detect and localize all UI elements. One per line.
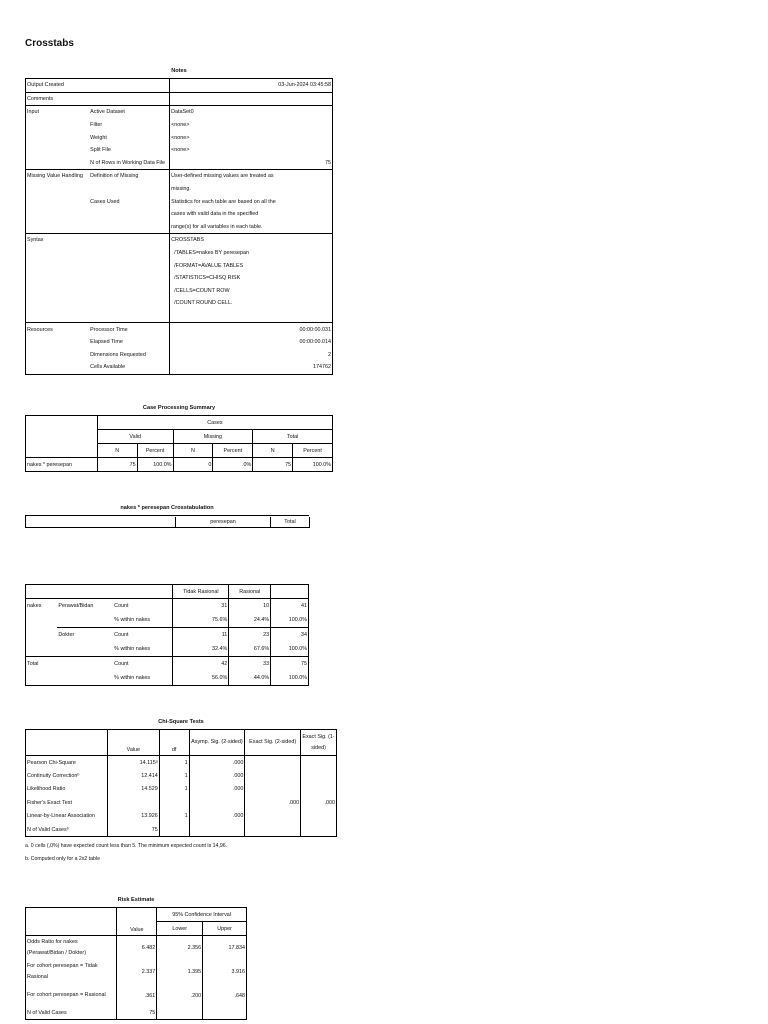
notes-cell-c1 bbox=[26, 119, 90, 132]
chi-cell-exact2: .000 bbox=[245, 796, 301, 810]
chi-cell-exact2 bbox=[245, 810, 301, 824]
notes-cell-c3 bbox=[170, 79, 277, 93]
notes-cell-c1 bbox=[26, 336, 90, 349]
notes-cell-c3 bbox=[170, 323, 277, 336]
crosstab-total-header: Total bbox=[271, 517, 310, 528]
notes-cell-c3 bbox=[170, 157, 277, 170]
chi-cell-exact2 bbox=[245, 769, 301, 783]
risk-ci-header: 95% Confidence Interval bbox=[157, 908, 247, 922]
notes-cell-c1: Resources bbox=[26, 323, 90, 336]
notes-cell-c4 bbox=[277, 183, 333, 196]
valid-n: 75 bbox=[97, 458, 137, 472]
chi-row bbox=[26, 756, 337, 770]
notes-cell-c4: 75 bbox=[325, 159, 331, 166]
notes-cell-c3: /STATISTICS=CHISQ RISK bbox=[170, 272, 277, 285]
notes-cell-c1: Missing Value Handling bbox=[26, 170, 90, 183]
notes-cell-c4 bbox=[277, 221, 333, 234]
risk-table bbox=[25, 907, 247, 1020]
crosstab-cell: 24.4% bbox=[229, 613, 271, 628]
crosstab-cell: 31 bbox=[173, 599, 229, 614]
crosstab-cell: 32.4% bbox=[173, 642, 229, 657]
risk-cell-lower: .200 bbox=[157, 984, 203, 1008]
chi-cell-asymp: .000 bbox=[189, 783, 245, 797]
notes-row bbox=[26, 361, 333, 374]
crosstab-table bbox=[25, 584, 309, 686]
valid-percent: 100.0% bbox=[137, 458, 173, 472]
crosstab-row bbox=[26, 671, 309, 686]
notes-cell-c4: 2 bbox=[328, 351, 331, 358]
notes-row bbox=[26, 310, 333, 323]
case-summary-corner bbox=[26, 416, 98, 458]
crosstab-cell: 56.0% bbox=[173, 671, 229, 686]
subhead-n: N bbox=[253, 444, 293, 458]
notes-cell-c4: 174762 bbox=[313, 364, 331, 371]
notes-cell-c4: 00:00:00.014 bbox=[299, 339, 331, 346]
notes-cell-c1 bbox=[26, 297, 90, 310]
chi-row bbox=[26, 823, 337, 837]
chi-head-asymp: Asymp. Sig. (2-sided) bbox=[189, 730, 245, 756]
notes-cell-c1 bbox=[26, 208, 90, 221]
notes-cell-c2: Elapsed Time bbox=[90, 339, 123, 346]
notes-cell-c1 bbox=[26, 131, 90, 144]
col-head-tidak-rasional: Tidak Rasional bbox=[173, 585, 229, 599]
chi-cell-label: Continuity Correctionᵇ bbox=[26, 769, 108, 783]
chi-cell-df: 1 bbox=[159, 783, 189, 797]
notes-row bbox=[26, 285, 333, 298]
chi-row bbox=[26, 796, 337, 810]
notes-cell-c1 bbox=[26, 285, 90, 298]
chi-cell-label: Pearson Chi-Square bbox=[26, 756, 108, 770]
notes-cell-c3: <none> bbox=[170, 119, 277, 132]
crosstab-row bbox=[26, 599, 309, 614]
notes-cell-c2 bbox=[89, 259, 169, 272]
risk-row bbox=[26, 984, 247, 1008]
chi-square-table bbox=[25, 729, 337, 837]
notes-cell-c1 bbox=[26, 157, 90, 170]
chi-cell-label: Linear-by-Linear Association bbox=[26, 810, 108, 824]
crosstab-row-category bbox=[57, 671, 113, 686]
notes-cell-c3 bbox=[170, 92, 277, 106]
notes-cell-c3 bbox=[170, 310, 277, 323]
chi-cell-df: 1 bbox=[159, 756, 189, 770]
risk-head-upper: Upper bbox=[217, 925, 232, 932]
notes-cell-c3: range(s) for all variables in each table. bbox=[170, 221, 277, 234]
chi-cell-label: N of Valid Casesᵇ bbox=[26, 823, 108, 837]
notes-cell-c3: /TABLES=nakes BY peresepan bbox=[170, 247, 277, 260]
notes-cell-c2 bbox=[89, 285, 169, 298]
missing-n: 0 bbox=[173, 458, 213, 472]
risk-cell-label: N of Valid Cases bbox=[26, 1008, 117, 1020]
crosstab-row-group bbox=[26, 628, 58, 643]
chi-head-value: Value bbox=[107, 730, 159, 756]
crosstab-cell: 100.0% bbox=[288, 646, 307, 652]
crosstab-row-category bbox=[57, 613, 113, 628]
chi-cell-df: 1 bbox=[159, 810, 189, 824]
crosstab-row-stat: Count bbox=[113, 657, 173, 672]
chi-cell-df: 1 bbox=[159, 769, 189, 783]
notes-cell-c1 bbox=[26, 221, 90, 234]
col-head-rasional: Rasional bbox=[229, 585, 271, 599]
notes-row bbox=[26, 348, 333, 361]
subhead-n: N bbox=[97, 444, 137, 458]
subhead-percent: Percent bbox=[213, 444, 253, 458]
crosstab-row-stat: Count bbox=[113, 599, 173, 614]
chi-cell-asymp bbox=[189, 796, 245, 810]
notes-row bbox=[26, 157, 333, 170]
chi-cell-label: Fisher's Exact Test bbox=[26, 796, 108, 810]
chi-cell-value: 75 bbox=[107, 823, 159, 837]
notes-cell-c3 bbox=[170, 336, 277, 349]
notes-title: Notes bbox=[171, 68, 187, 74]
chi-cell-value: 14.115ᵃ bbox=[107, 756, 159, 770]
subhead-percent: Percent bbox=[137, 444, 173, 458]
crosstab-row-stat: Count bbox=[113, 628, 173, 643]
notes-cell-c1 bbox=[26, 272, 90, 285]
notes-row bbox=[26, 92, 333, 106]
chi-cell-exact1 bbox=[301, 810, 337, 824]
total-header: Total bbox=[253, 430, 333, 444]
chi-square-title: Chi-Square Tests bbox=[158, 719, 204, 725]
notes-row bbox=[26, 144, 333, 157]
chi-cell-exact2 bbox=[245, 783, 301, 797]
notes-row bbox=[26, 183, 333, 196]
risk-row bbox=[26, 936, 247, 960]
crosstab-row bbox=[26, 613, 309, 628]
notes-cell-c1 bbox=[26, 183, 90, 196]
peresepan-header: peresepan bbox=[175, 517, 271, 528]
notes-row bbox=[26, 323, 333, 336]
crosstab-cell: 67.6% bbox=[229, 642, 271, 657]
row-label: nakes * peresepan bbox=[26, 458, 98, 472]
notes-cell-c2: Weight bbox=[90, 134, 107, 141]
notes-cell-c2 bbox=[89, 272, 169, 285]
crosstab-row-stat: % within nakes bbox=[113, 642, 173, 657]
notes-cell-c2 bbox=[89, 310, 169, 323]
crosstab-cell: 34 bbox=[271, 628, 309, 643]
notes-cell-c2 bbox=[89, 221, 169, 234]
notes-cell-c1 bbox=[26, 259, 90, 272]
chi-cell-value: 13.926 bbox=[107, 810, 159, 824]
crosstab-row-category: Dokter bbox=[57, 628, 113, 643]
crosstab-title: nakes * peresepan Crosstabulation bbox=[120, 505, 214, 511]
notes-cell-c2 bbox=[89, 234, 169, 247]
risk-cell-lower bbox=[157, 1008, 203, 1020]
notes-cell-c2: Cells Available bbox=[90, 364, 126, 371]
notes-row bbox=[26, 297, 333, 310]
risk-row bbox=[26, 1008, 247, 1020]
notes-cell-c4 bbox=[277, 285, 333, 298]
notes-cell-c2: Active Dataset bbox=[89, 106, 169, 119]
notes-cell-c1 bbox=[26, 310, 90, 323]
notes-cell-c4 bbox=[277, 272, 333, 285]
crosstab-row-group bbox=[26, 613, 58, 628]
crosstab-cell: 10 bbox=[229, 599, 271, 614]
risk-cell-upper: 3.916 bbox=[231, 968, 245, 975]
notes-row bbox=[26, 272, 333, 285]
notes-cell-c3: <none> bbox=[170, 131, 277, 144]
notes-cell-c4 bbox=[277, 310, 333, 323]
crosstab-cell: 75.6% bbox=[173, 613, 229, 628]
notes-cell-c2: Processor Time bbox=[89, 323, 169, 336]
risk-cell-upper: .648 bbox=[234, 992, 245, 999]
crosstab-cell: 41 bbox=[301, 603, 307, 609]
crosstab-row-stat: % within nakes bbox=[113, 613, 173, 628]
chi-cell-df bbox=[159, 823, 189, 837]
crosstab-row-group bbox=[26, 671, 58, 686]
notes-cell-c1: Input bbox=[26, 106, 90, 119]
notes-cell-c1 bbox=[26, 144, 90, 157]
notes-row bbox=[26, 79, 333, 93]
notes-row bbox=[26, 234, 333, 247]
total-n: 75 bbox=[253, 458, 293, 472]
notes-cell-c3: <none> bbox=[170, 144, 277, 157]
chi-cell-value: 12.414 bbox=[107, 769, 159, 783]
chi-cell-exact1: .000 bbox=[324, 799, 335, 806]
notes-cell-c1: Output Created bbox=[27, 82, 64, 89]
notes-row bbox=[26, 221, 333, 234]
notes-row bbox=[26, 131, 333, 144]
case-summary-title: Case Processing Summary bbox=[142, 405, 216, 411]
notes-row bbox=[26, 336, 333, 349]
chi-note-a: a. 0 cells (,0%) have expected count less than 5. The minimum expected count is 14,96. bbox=[25, 843, 228, 849]
notes-cell-c4 bbox=[277, 234, 333, 247]
notes-cell-c4 bbox=[277, 144, 333, 157]
notes-cell-c2: Definition of Missing bbox=[89, 170, 169, 183]
chi-cell-label: Likelihood Ratio bbox=[26, 783, 108, 797]
risk-cell-value: 75 bbox=[117, 1008, 157, 1020]
notes-cell-c4 bbox=[277, 297, 333, 310]
notes-cell-c1: Syntax bbox=[26, 234, 90, 247]
crosstab-row bbox=[26, 642, 309, 657]
risk-cell-label: Odds Ratio for nakes (Perawat/Bidan / Dokter) bbox=[26, 936, 117, 960]
notes-cell-c1: Comments bbox=[26, 92, 90, 106]
risk-title: Risk Estimate bbox=[117, 897, 155, 903]
chi-cell-asymp bbox=[189, 823, 245, 837]
notes-cell-c4 bbox=[277, 259, 333, 272]
notes-cell-c2: Split File bbox=[90, 147, 111, 154]
notes-cell-c3: User-defined missing values are treated as bbox=[170, 170, 277, 183]
notes-cell-c3: DataSet0 bbox=[170, 106, 277, 119]
chi-cell-asymp: .000 bbox=[189, 756, 245, 770]
risk-cell-value: .361 bbox=[117, 984, 157, 1008]
risk-cell-upper: 17.834 bbox=[228, 944, 245, 951]
crosstab-cell: 11 bbox=[173, 628, 229, 643]
notes-cell-c2 bbox=[89, 79, 169, 93]
notes-cell-c2: N of Rows in Working Data File bbox=[90, 159, 165, 166]
chi-cell-asymp: .000 bbox=[189, 769, 245, 783]
chi-cell-exact1 bbox=[301, 756, 337, 770]
notes-row bbox=[26, 106, 333, 119]
notes-cell-c2 bbox=[89, 183, 169, 196]
notes-table bbox=[25, 78, 333, 375]
notes-cell-c4 bbox=[277, 131, 333, 144]
valid-header: Valid bbox=[97, 430, 173, 444]
notes-cell-c4 bbox=[277, 119, 333, 132]
notes-row bbox=[26, 195, 333, 208]
crosstab-row-stat: % within nakes bbox=[113, 671, 173, 686]
risk-cell-lower: 1.395 bbox=[157, 960, 203, 984]
notes-cell-c4 bbox=[277, 170, 333, 183]
crosstab-row-category bbox=[57, 642, 113, 657]
crosstab-cell: 33 bbox=[229, 657, 271, 672]
chi-cell-exact1 bbox=[301, 769, 337, 783]
notes-cell-c1 bbox=[26, 247, 90, 260]
risk-cell-lower: 2.356 bbox=[157, 936, 203, 960]
case-summary-table bbox=[25, 415, 333, 472]
crosstab-row-category: Perawat/Bidan bbox=[58, 603, 94, 609]
notes-cell-c2 bbox=[89, 208, 169, 221]
subhead-percent: Percent bbox=[303, 447, 322, 454]
notes-cell-c3: CROSSTABS bbox=[170, 234, 277, 247]
cases-header: Cases bbox=[97, 416, 332, 430]
crosstab-row bbox=[26, 657, 309, 672]
chi-cell-df bbox=[159, 796, 189, 810]
risk-cell-upper bbox=[203, 1008, 247, 1020]
notes-cell-c3: /CELLS=COUNT ROW bbox=[170, 285, 277, 298]
chi-cell-value bbox=[107, 796, 159, 810]
chi-cell-asymp: .000 bbox=[189, 810, 245, 824]
chi-cell-exact1 bbox=[301, 783, 337, 797]
notes-cell-c4 bbox=[277, 106, 333, 119]
risk-head-lower: Lower bbox=[157, 922, 203, 936]
subhead-n: N bbox=[173, 444, 213, 458]
chi-cell-exact1 bbox=[301, 823, 337, 837]
crosstab-cell: 42 bbox=[173, 657, 229, 672]
notes-cell-c2 bbox=[89, 92, 169, 106]
crosstab-cell: 75 bbox=[271, 657, 309, 672]
notes-cell-c3: missing. bbox=[170, 183, 277, 196]
chi-cell-value: 14.529 bbox=[107, 783, 159, 797]
total-percent: 100.0% bbox=[312, 461, 331, 468]
notes-cell-c2 bbox=[89, 297, 169, 310]
crosstab-row-group: Total bbox=[26, 657, 58, 672]
chi-row bbox=[26, 783, 337, 797]
notes-cell-c1 bbox=[26, 195, 90, 208]
chi-cell-exact2 bbox=[245, 823, 301, 837]
notes-cell-c4 bbox=[277, 92, 333, 106]
notes-cell-c1 bbox=[26, 348, 90, 361]
page-heading: Crosstabs bbox=[25, 38, 74, 49]
notes-cell-c3: Statistics for each table are based on all the bbox=[170, 195, 277, 208]
missing-percent: .0% bbox=[213, 458, 253, 472]
notes-cell-c2: Cases Used bbox=[90, 198, 120, 205]
notes-cell-c3: /COUNT ROUND CELL. bbox=[170, 297, 277, 310]
notes-cell-c2 bbox=[89, 247, 169, 260]
chi-head-df: df bbox=[159, 730, 189, 756]
notes-cell-c1 bbox=[26, 361, 90, 374]
notes-row bbox=[26, 247, 333, 260]
chi-head-exact2: Exact Sig. (2-sided) bbox=[245, 730, 301, 756]
notes-cell-c4: 00:00:00.031 bbox=[277, 323, 333, 336]
chi-row bbox=[26, 810, 337, 824]
crosstab-cell: 100.0% bbox=[288, 617, 307, 623]
notes-cell-c4 bbox=[277, 247, 333, 260]
notes-cell-c4: 03-Jun-2024 03:45:58 bbox=[278, 82, 331, 89]
chi-note-b: b. Computed only for a 2x2 table bbox=[25, 856, 100, 862]
notes-cell-c2: Dimensions Requested bbox=[90, 351, 146, 358]
crosstab-row-group bbox=[26, 642, 58, 657]
notes-cell-c3: cases with valid data in the specified bbox=[170, 208, 277, 221]
crosstab-row-category bbox=[57, 657, 113, 672]
notes-row bbox=[26, 119, 333, 132]
risk-row bbox=[26, 960, 247, 984]
risk-cell-label: For cohort peresepan = Tidak Rasional bbox=[26, 960, 117, 984]
crosstab-row-group: nakes bbox=[27, 603, 42, 609]
chi-head-exact1: Exact Sig. (1-sided) bbox=[302, 733, 335, 751]
crosstab-cell: 100.0% bbox=[288, 675, 307, 681]
crosstab-cell: 44.0% bbox=[229, 671, 271, 686]
risk-cell-value: 6.482 bbox=[117, 936, 157, 960]
risk-cell-value: 2.337 bbox=[117, 960, 157, 984]
missing-header: Missing bbox=[173, 430, 253, 444]
notes-cell-c2: Filter bbox=[90, 122, 103, 129]
notes-row bbox=[26, 170, 333, 183]
col-head-total bbox=[271, 585, 309, 599]
notes-cell-c4 bbox=[277, 195, 333, 208]
risk-cell-label: For cohort peresepan = Rasional bbox=[26, 984, 117, 1008]
crosstab-row bbox=[26, 628, 309, 643]
risk-head-value: Value bbox=[117, 908, 157, 936]
crosstab-header-strip bbox=[25, 515, 309, 528]
chi-cell-exact2 bbox=[245, 756, 301, 770]
notes-cell-c3 bbox=[170, 361, 277, 374]
notes-cell-c4 bbox=[277, 208, 333, 221]
notes-cell-c3 bbox=[170, 348, 277, 361]
crosstab-corner bbox=[26, 585, 173, 599]
notes-row bbox=[26, 208, 333, 221]
crosstab-cell: 23 bbox=[229, 628, 271, 643]
notes-cell-c3: /FORMAT=AVALUE TABLES bbox=[170, 259, 277, 272]
chi-row bbox=[26, 769, 337, 783]
notes-row bbox=[26, 259, 333, 272]
